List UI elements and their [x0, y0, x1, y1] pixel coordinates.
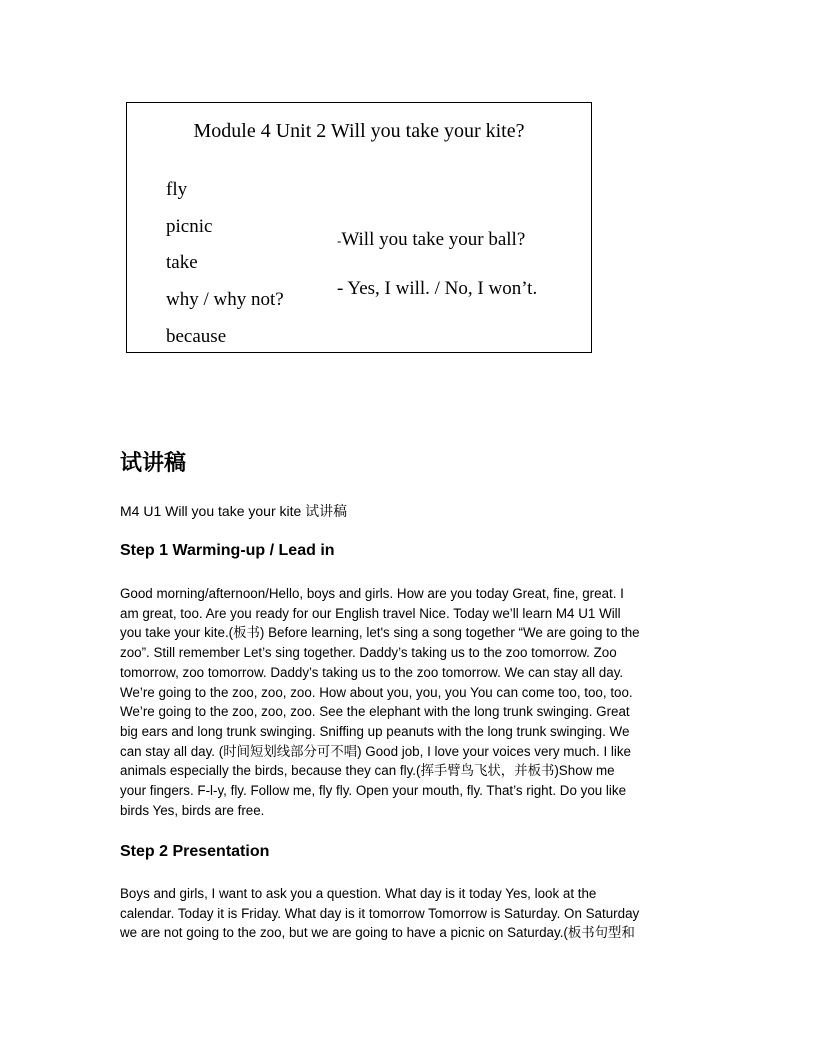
paragraph-line: zoo”. Still remember Let’s sing together. Daddy’s taking us to the zoo tomorrow. Zoo — [120, 645, 617, 661]
step2-paragraph — [120, 884, 700, 943]
paragraph-line: Good morning/afternoon/Hello, boys and girls. How are you today Great, fine, great. I — [120, 586, 624, 601]
vocab-word: because — [166, 326, 227, 347]
paragraph-line: you take your kite.(板书) Before learning, let's sing a song together “We are going to the — [120, 625, 640, 641]
question-text: Will you take your ball? — [341, 229, 526, 250]
step1-heading: Step 1 Warming-up / Lead in — [120, 542, 335, 559]
question-dash: - — [337, 233, 342, 248]
paragraph-line: am great, too. Are you ready for our English travel Nice. Today we’ll learn M4 U1 Will — [120, 605, 621, 621]
paragraph-line: birds Yes, birds are free. — [120, 802, 265, 818]
board-title: Module 4 Unit 2 Will you take your kite? — [193, 120, 525, 142]
paragraph-line: tomorrow, zoo tomorrow. Daddy’s taking us to the zoo tomorrow. We can stay all day. — [120, 664, 624, 680]
paragraph-line: Boys and girls, I want to ask you a question. What day is it today Yes, look at the — [120, 886, 597, 901]
board-question — [337, 228, 525, 252]
paragraph-line: your fingers. F-l-y, fly. Follow me, fly fly. Open your mouth, fly. That’s right. Do you like — [120, 783, 627, 799]
vocab-word: picnic — [166, 216, 213, 237]
paragraph-line: big ears and long trunk swinging. Sniffing up peanuts with the long trunk swinging. We — [120, 723, 630, 739]
step2-heading: Step 2 Presentation — [120, 843, 270, 860]
paragraph-line: We’re going to the zoo, zoo, zoo. How about you, you, you You can come too, too, too. — [120, 684, 633, 700]
section-title: 试讲稿 — [120, 451, 187, 476]
vocab-word: fly — [166, 179, 188, 200]
paragraph-line: We’re going to the zoo, zoo, zoo. See the elephant with the long trunk swinging. Great — [120, 704, 630, 720]
vocab-word: take — [166, 252, 198, 273]
paragraph-line: we are not going to the zoo, but we are going to have a picnic on Saturday.(板书句型和 — [120, 925, 635, 941]
blackboard-design-box — [126, 102, 592, 353]
lesson-subtitle: M4 U1 Will you take your kite 试讲稿 — [120, 503, 348, 519]
board-answer: - Yes, I will. / No, I won’t. — [337, 278, 538, 299]
step1-paragraph — [120, 584, 700, 820]
vocab-word: why / why not? — [166, 289, 284, 310]
paragraph-line: can stay all day. (时间短划线部分可不唱) Good job, I love your voices very much. I like — [120, 743, 631, 759]
paragraph-line: calendar. Today it is Friday. What day is it tomorrow Tomorrow is Saturday. On Saturday — [120, 905, 640, 921]
paragraph-line: animals especially the birds, because they can fly.(挥手臂鸟飞状，并板书)Show me — [120, 763, 615, 779]
